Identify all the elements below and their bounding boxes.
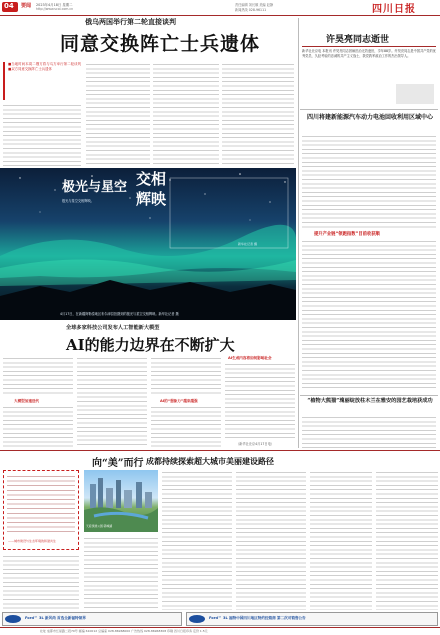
top-story xyxy=(0,17,296,167)
ai-story-body-2 xyxy=(3,405,73,447)
masthead xyxy=(0,0,440,14)
zoom-box-title: 许昊亮同志逝世 xyxy=(326,35,390,45)
city-skyline-art xyxy=(84,470,158,532)
editors: 责任编辑 刘长顺 美编 赵静 xyxy=(235,3,274,7)
bottom-kicker-2: 成都持续探索超大城市美丽建设路径 xyxy=(146,456,274,466)
quote-box-text xyxy=(7,474,75,536)
ai-story-body-1 xyxy=(3,356,73,396)
ad-left[interactable] xyxy=(2,612,182,626)
top-story-headline: 同意交换阵亡士兵遗体 xyxy=(60,33,261,55)
zoom-box-body: 新华社北京电 本报讯 许昊亮同志因病医治无效逝世，享年88岁。许昊亮同志是中国共产党的优秀党员，久经考验的忠诚的共产主义战士，我党我军政治工作的杰出领导人。 xyxy=(302,49,436,58)
bottom-body-3 xyxy=(236,470,306,610)
bottom-body-4 xyxy=(310,470,372,610)
bottom-body-5 xyxy=(376,470,438,610)
feature-title-side-2: 辉映 xyxy=(136,190,167,208)
right-separator-2 xyxy=(300,395,438,396)
site-url: http://www.scol.com.cn xyxy=(36,7,74,11)
ai-story-subhead-3: AI生成内容将如何影响社会 xyxy=(228,356,272,360)
footer-rule xyxy=(0,627,440,628)
ai-story-subhead-1: 大模型加速迭代 xyxy=(14,399,40,403)
zoom-box-rule xyxy=(302,46,436,47)
ai-story xyxy=(0,322,296,448)
hotline: 新闻热线 028-96111 xyxy=(235,8,267,12)
ai-story-body-4 xyxy=(151,356,221,396)
feature-caption-right: 新华社记者 摄 xyxy=(238,242,257,246)
top-story-summary-box xyxy=(3,62,81,100)
ai-story-kicker: 全球多家科技公司发布人工智能新大模型 xyxy=(66,325,160,331)
top-story-body-3 xyxy=(153,62,219,166)
ai-story-headline: AI的能力边界在不断扩大 xyxy=(66,336,235,354)
top-story-kicker: 俄乌两国举行第二轮直接谈判 xyxy=(85,18,176,26)
city-photo xyxy=(84,470,158,532)
newspaper-logo: 四川日报 xyxy=(372,4,416,15)
bottom-kicker-1: 向“美”而行 xyxy=(92,458,144,469)
date-line: 2023年4月18日 星期二 xyxy=(36,3,73,7)
bottom-body-1 xyxy=(84,536,158,610)
top-story-body-2 xyxy=(86,62,150,166)
ai-story-body-6 xyxy=(225,362,295,439)
ai-story-subhead-2: AI的“想象力”越来越强 xyxy=(160,399,198,403)
ai-story-footer-note: （新华社北京4月17日电） xyxy=(236,442,274,446)
ai-story-body-3 xyxy=(77,356,147,447)
top-story-body-1 xyxy=(3,103,81,166)
footer-text: 社址 成都市红星路二段70号 邮编 610012 总编室 028-86968000 广告热线 028-86968308 印刷 四川日报印务 定价 1.5元 xyxy=(40,629,208,633)
bottom-body-2 xyxy=(162,470,232,610)
ai-story-body-5 xyxy=(151,405,221,447)
quote-box xyxy=(3,470,79,550)
aurora-photo xyxy=(0,168,296,320)
feature-title-side-1: 交相 xyxy=(136,170,167,188)
right-tail-body xyxy=(302,415,436,449)
right-column xyxy=(300,18,438,450)
city-photo-caption: 天府绿道公园·锦城湖 xyxy=(86,524,113,528)
right-separator-1 xyxy=(300,109,438,110)
ad-left-text: Ford™ 3L 新风尚 首选全新福特领界 xyxy=(25,616,86,620)
quote-box-signature: ——城市建设与生态环境的和谐共生 xyxy=(8,539,57,543)
bottom-section-rule xyxy=(0,450,440,451)
section-label: 要闻 xyxy=(21,3,32,9)
right-story-subhead: 提升产业链“领跑指数”目前收获顺 xyxy=(314,232,380,237)
bottom-story xyxy=(0,452,440,616)
top-story-body-4 xyxy=(222,62,294,166)
ad-right-brand-mark xyxy=(189,615,205,623)
ad-right[interactable] xyxy=(186,612,438,626)
right-column-divider xyxy=(298,18,299,448)
page-number: 04 xyxy=(4,2,14,10)
right-story-headline: 四川将建新能源汽车动力电池回收利用区域中心 xyxy=(306,114,433,121)
right-story-body-1 xyxy=(302,134,436,228)
masthead-rule xyxy=(0,15,440,16)
feature-caption-wide: 4月17日，在新疆阿勒泰地区布尔津县拍摄到的极光与星空交相辉映。新华社记者 摄 xyxy=(60,312,179,316)
zoom-box-portrait xyxy=(396,84,434,104)
right-tail-headline: “植物大熊猫”瑰丽绽放柱木兰在雅安的园艺栽培获成功 xyxy=(307,398,433,404)
ad-right-text: Ford™ 3L 福特中国四川地区特约经销商 第二次对销售公告 xyxy=(209,616,306,620)
top-story-summary: ■当地时间本周二俄方将与乌方举行第二轮谈判 ■双方同意交换阵亡士兵遗体 xyxy=(8,62,81,71)
bottom-left-body xyxy=(3,554,79,610)
feature-title-main: 极光与星空 xyxy=(62,180,128,195)
ad-left-brand-mark xyxy=(5,615,21,623)
feature-caption-left: 极光与星空交相辉映。 xyxy=(62,199,94,203)
right-story-body-2 xyxy=(302,239,436,391)
